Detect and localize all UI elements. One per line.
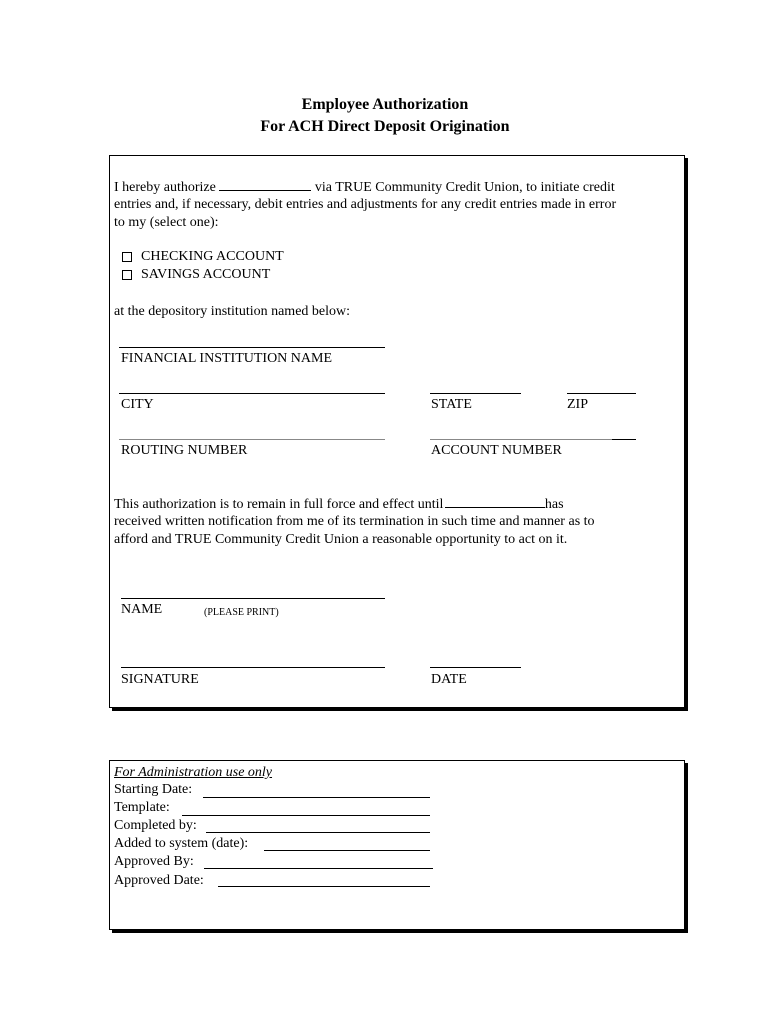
routing-number-line[interactable]	[119, 439, 385, 440]
completed-by-line[interactable]	[206, 832, 430, 833]
savings-account-checkbox[interactable]	[122, 270, 132, 280]
starting-date-label: Starting Date:	[114, 782, 193, 797]
approved-by-line[interactable]	[204, 868, 433, 869]
account-number-line-end	[612, 439, 636, 440]
page-title	[0, 94, 770, 138]
terms-line-3: afford and TRUE Community Credit Union a reasonable opportunity to act on it.	[114, 532, 568, 547]
financial-institution-name-line[interactable]	[119, 347, 385, 348]
routing-number-label: ROUTING NUMBER	[121, 443, 248, 458]
checking-account-checkbox[interactable]	[122, 252, 132, 262]
added-to-system-line[interactable]	[264, 850, 430, 851]
authorize-prefix: I hereby authorize	[114, 180, 216, 195]
completed-by-label: Completed by:	[114, 818, 197, 833]
approved-date-label: Approved Date:	[114, 873, 204, 888]
date-line[interactable]	[430, 667, 521, 668]
authorize-suffix: via TRUE Community Credit Union, to initiate credit	[314, 180, 615, 195]
terms-line-2: received written notification from me of its termination in such time and manner as to	[114, 514, 595, 529]
zip-label: ZIP	[567, 397, 588, 412]
template-label: Template:	[114, 800, 170, 815]
authorize-line-3: to my (select one):	[114, 215, 219, 230]
terms-has: has	[544, 497, 564, 512]
terms-line-1	[114, 495, 564, 514]
signature-line[interactable]	[121, 667, 385, 668]
authorization-form-box	[109, 155, 685, 708]
city-label: CITY	[121, 397, 154, 412]
title-line-1: Employee Authorization	[301, 96, 469, 113]
account-number-label: ACCOUNT NUMBER	[431, 443, 562, 458]
state-label: STATE	[431, 397, 472, 412]
employer-name-blank[interactable]	[219, 178, 311, 191]
approved-date-line[interactable]	[218, 886, 430, 887]
approved-by-label: Approved By:	[114, 854, 194, 869]
please-print-note: (PLEASE PRINT)	[204, 607, 279, 618]
added-to-system-label: Added to system (date):	[114, 836, 249, 851]
starting-date-line[interactable]	[203, 797, 430, 798]
city-line[interactable]	[119, 393, 385, 394]
account-number-line[interactable]	[430, 439, 612, 440]
title-line-2: For ACH Direct Deposit Origination	[260, 118, 510, 135]
checking-account-label: CHECKING ACCOUNT	[141, 249, 284, 264]
authorize-sentence	[114, 178, 615, 197]
template-line[interactable]	[182, 815, 430, 816]
name-line[interactable]	[121, 598, 385, 599]
authorize-line-2: entries and, if necessary, debit entries and adjustments for any credit entries made in error	[114, 197, 617, 212]
terms-employer-blank[interactable]	[445, 495, 545, 508]
institution-intro: at the depository institution named below:	[114, 304, 351, 319]
zip-line[interactable]	[567, 393, 636, 394]
signature-label: SIGNATURE	[121, 672, 199, 687]
financial-institution-name-label: FINANCIAL INSTITUTION NAME	[121, 351, 333, 366]
terms-prefix: This authorization is to remain in full force and effect until	[114, 497, 444, 512]
savings-account-label: SAVINGS ACCOUNT	[141, 267, 271, 282]
state-line[interactable]	[430, 393, 521, 394]
date-label: DATE	[431, 672, 467, 687]
admin-heading: For Administration use only	[114, 765, 273, 780]
name-label: NAME	[121, 602, 163, 617]
